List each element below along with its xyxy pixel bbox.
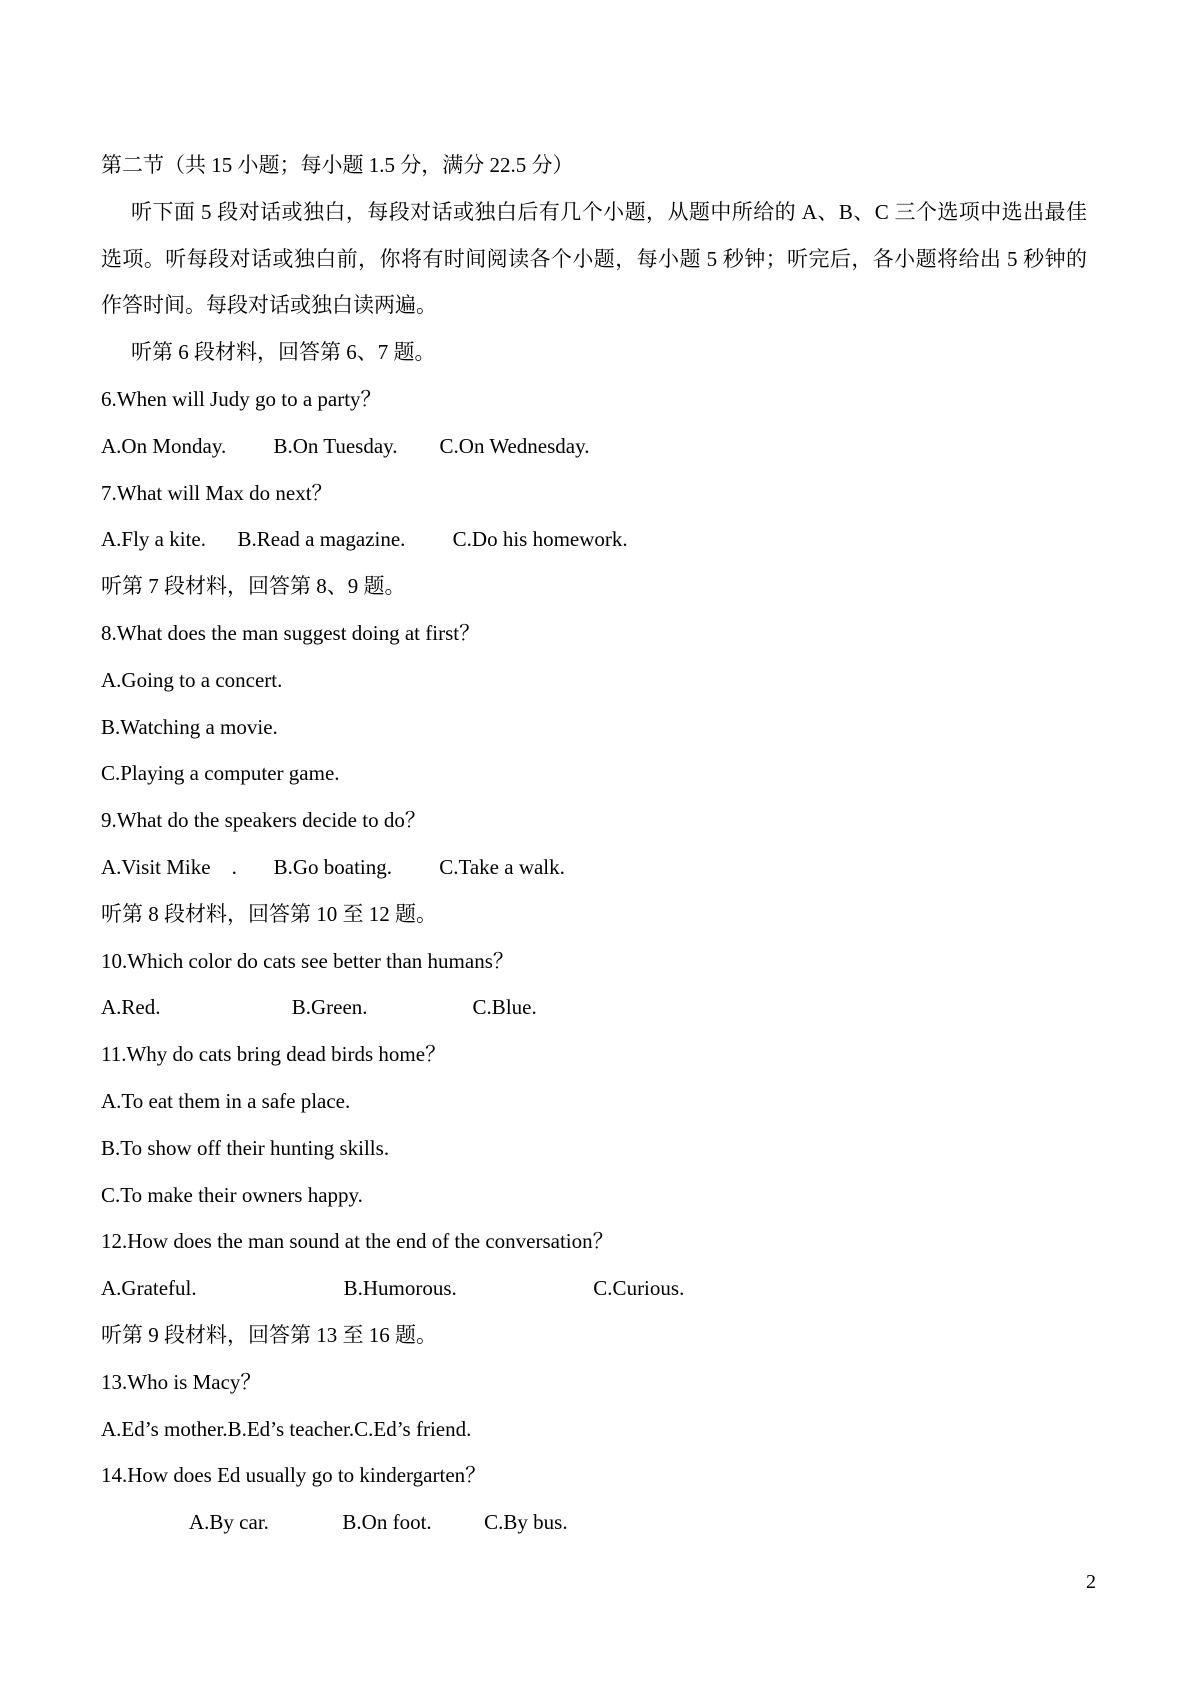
options-row: A.Visit Mike . B.Go boating. C.Take a walk. (101, 854, 565, 879)
options-row: A.By car. B.On foot. C.By bus. (189, 1510, 568, 1535)
question-text: 7.What will Max do next？ (101, 480, 333, 505)
option-item: B.Watching a movie. (101, 714, 278, 739)
question-text: 12.How does the man sound at the end of the conversation？ (101, 1229, 614, 1254)
options-row: A.On Monday. B.On Tuesday. C.On Wednesday. (101, 433, 590, 458)
options-row: A.Grateful. B.Humorous. C.Curious. (101, 1276, 685, 1301)
instruction-line: 作答时间。每段对话或独白读两遍。 (101, 293, 437, 318)
option-item: B.To show off their hunting skills. (101, 1135, 390, 1160)
option-item: C.To make their owners happy. (101, 1182, 363, 1207)
material-heading: 听第 9 段材料，回答第 13 至 16 题。 (101, 1322, 437, 1347)
document-lines (101, 142, 1087, 1546)
material-heading: 听第 7 段材料，回答第 8、9 题。 (101, 574, 406, 599)
question-text: 10.Which color do cats see better than humans？ (101, 948, 514, 973)
question-text: 13.Who is Macy？ (101, 1369, 262, 1394)
material-heading: 听第 6 段材料，回答第 6、7 题。 (131, 340, 436, 365)
question-text: 11.Why do cats bring dead birds home？ (101, 1042, 447, 1067)
question-text: 14.How does Ed usually go to kindergarten？ (101, 1463, 487, 1488)
material-heading: 听第 8 段材料，回答第 10 至 12 题。 (101, 901, 437, 926)
question-text: 9.What do the speakers decide to do？ (101, 808, 426, 833)
question-text: 6.When will Judy go to a party？ (101, 386, 382, 411)
instruction-line: 选项。听每段对话或独白前，你将有时间阅读各个小题，每小题 5 秒钟；听完后，各小题将给出 5 秒钟的 (101, 246, 1087, 271)
option-item: A.Ed’s mother.B.Ed’s teacher.C.Ed’s friend. (101, 1416, 472, 1441)
page-number: 2 (1086, 1571, 1096, 1593)
option-item: A.To eat them in a safe place. (101, 1088, 351, 1113)
option-item: A.Going to a concert. (101, 667, 283, 692)
question-text: 8.What does the man suggest doing at first？ (101, 620, 481, 645)
options-row: A.Fly a kite. B.Read a magazine. C.Do his homework. (101, 527, 628, 552)
option-item: C.Playing a computer game. (101, 761, 340, 786)
section-heading: 第二节（共 15 小题；每小题 1.5 分，满分 22.5 分） (101, 153, 574, 177)
instruction-line: 听下面 5 段对话或独白，每段对话或独白后有几个小题，从题中所给的 A、B、C 三个选项中选出最佳 (131, 199, 1087, 224)
options-row: A.Red. B.Green. C.Blue. (101, 995, 537, 1020)
